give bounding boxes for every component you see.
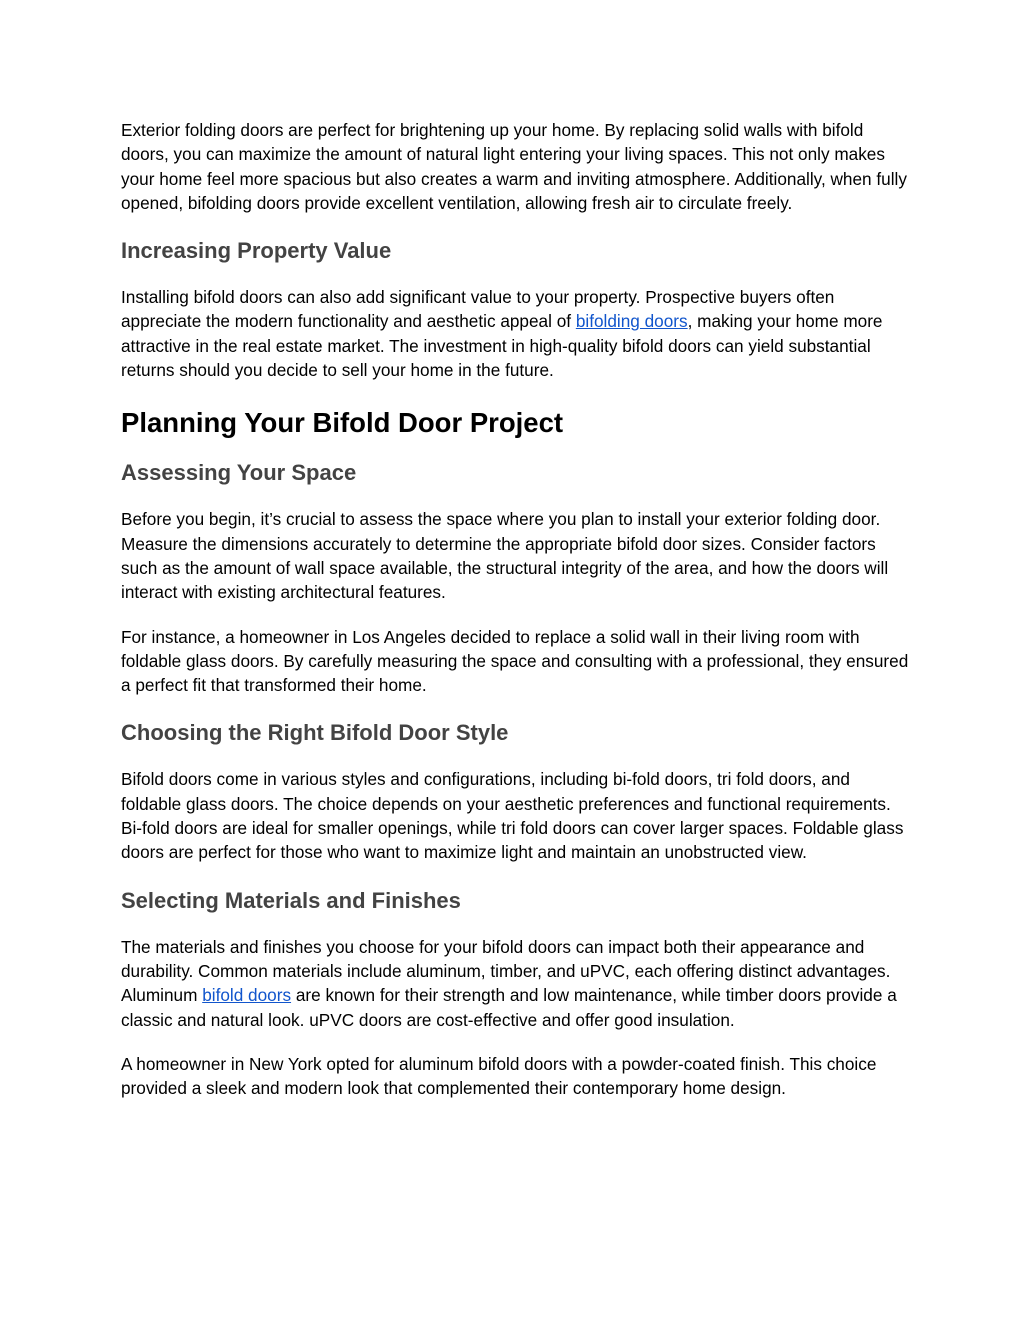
materials-text-before: The materials and finishes you choose for your bifold doors can impact both their appearance and durability. Common materials include aluminum, timber, and uPVC, each offering distinct advantages. Aluminum xyxy=(121,936,891,1006)
property-value-text-before: Installing bifold doors can also add significant value to your property. Prospective buyers often appreciate the modern functionality and aesthetic appeal of xyxy=(121,287,835,332)
property-value-paragraph xyxy=(121,285,911,382)
materials-text-after: are known for their strength and low maintenance, while timber doors provide a classic and natural look. uPVC doors are cost-effective and offer good insulation. xyxy=(121,985,897,1030)
bifolding-doors-link[interactable]: bifolding doors xyxy=(575,311,688,332)
property-value-text-after: , making your home more attractive in the real estate market. The investment in high-quality bifold doors can yield substantial returns should you decide to sell your home in the future. xyxy=(121,311,883,381)
intro-paragraph: Exterior folding doors are perfect for brightening up your home. By replacing solid walls with bifold doors, you can maximize the amount of natural light entering your living spaces. This not only makes your home feel more spacious but also creates a warm and inviting atmosphere. Additionally, when fully opened, bifolding doors provide excellent ventilation, allowing fresh air to circulate freely. xyxy=(121,120,907,213)
assessing-paragraph-1: Before you begin, it’s crucial to assess the space where you plan to install your exterior folding door. Measure the dimensions accurately to determine the appropriate bifold door sizes. Consider factors such as the amount of wall space available, the structural integrity of the area, and how the doors will interact with existing architectural features. xyxy=(121,509,889,603)
style-paragraph: Bifold doors come in various styles and configurations, including bi-fold doors, tri fold doors, and foldable glass doors. The choice depends on your aesthetic preferences and functional requirements. Bi-fold doors are ideal for smaller openings, while tri fold doors can cover larger spaces. Foldable glass doors are perfect for those who want to maximize light and maintain an unobstructed view. xyxy=(121,769,904,863)
bifold-doors-link[interactable]: bifold doors xyxy=(202,985,292,1006)
document-page xyxy=(121,118,911,1100)
materials-paragraph-2: A homeowner in New York opted for aluminum bifold doors with a powder-coated finish. This choice provided a sleek and modern look that complemented their contemporary home design. xyxy=(121,1053,877,1099)
heading-planning-project: Planning Your Bifold Door Project xyxy=(121,407,564,439)
heading-assessing-space: Assessing Your Space xyxy=(121,460,357,486)
heading-increasing-property-value: Increasing Property Value xyxy=(121,238,392,264)
materials-paragraph-1 xyxy=(121,935,911,1032)
heading-choosing-style: Choosing the Right Bifold Door Style xyxy=(121,720,509,746)
assessing-paragraph-2: For instance, a homeowner in Los Angeles decided to replace a solid wall in their living room with foldable glass doors. By carefully measuring the space and consulting with a professional, they ensured a perfect fit that transformed their home. xyxy=(121,626,909,696)
heading-selecting-materials: Selecting Materials and Finishes xyxy=(121,887,461,913)
